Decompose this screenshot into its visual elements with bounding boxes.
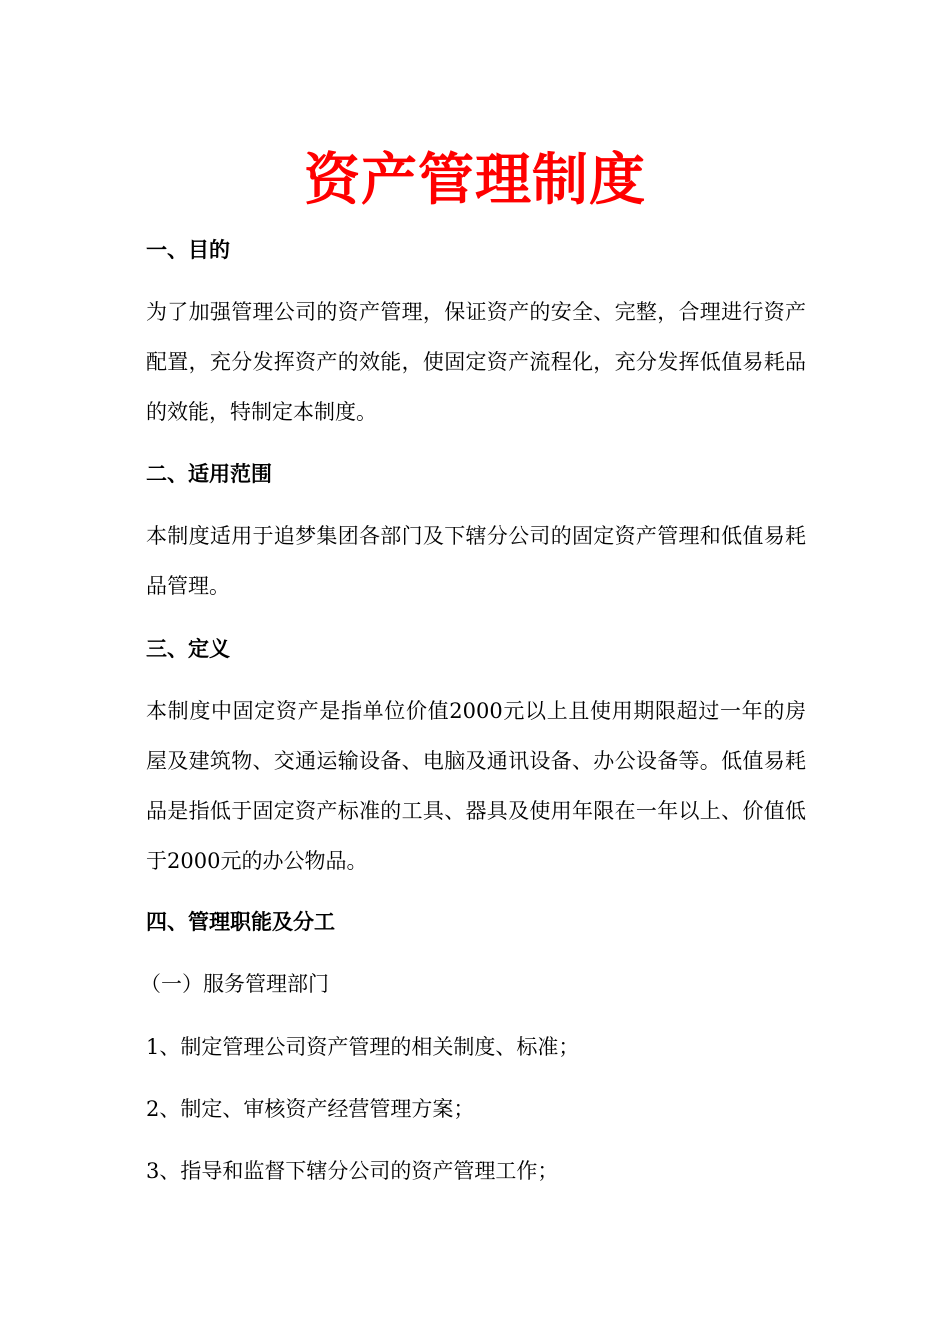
list-item: 2、制定、审核资产经营管理方案； bbox=[146, 1097, 475, 1121]
subheading-service-dept: （一）服务管理部门 bbox=[140, 972, 329, 996]
list-item: 1、制定管理公司资产管理的相关制度、标准； bbox=[146, 1035, 580, 1059]
section-paragraph-purpose: 为了加强管理公司的资产管理，保证资产的安全、完整，合理进行资产配置，充分发挥资产的效能，使固定资产流程化，充分发挥低值易耗品的效能，特制定本制度。 bbox=[146, 300, 806, 424]
section-paragraph-scope: 本制度适用于追梦集团各部门及下辖分公司的固定资产管理和低值易耗品管理。 bbox=[146, 524, 806, 598]
section-heading-scope: 二、适用范围 bbox=[146, 462, 272, 486]
section-paragraph-definition: 本制度中固定资产是指单位价值2000元以上且使用期限超过一年的房屋及建筑物、交通运输设备、电脑及通讯设备、办公设备等。低值易耗品是指低于固定资产标准的工具、器具及使用年限在一年以上、价值低于2000元的办公物品。 bbox=[146, 699, 806, 873]
document-title: 资产管理制度 bbox=[304, 147, 646, 213]
section-heading-definition: 三、定义 bbox=[146, 637, 230, 661]
list-item: 3、指导和监督下辖分公司的资产管理工作； bbox=[146, 1159, 559, 1183]
section-heading-purpose: 一、目的 bbox=[146, 238, 230, 262]
section-heading-duties: 四、管理职能及分工 bbox=[146, 910, 335, 934]
